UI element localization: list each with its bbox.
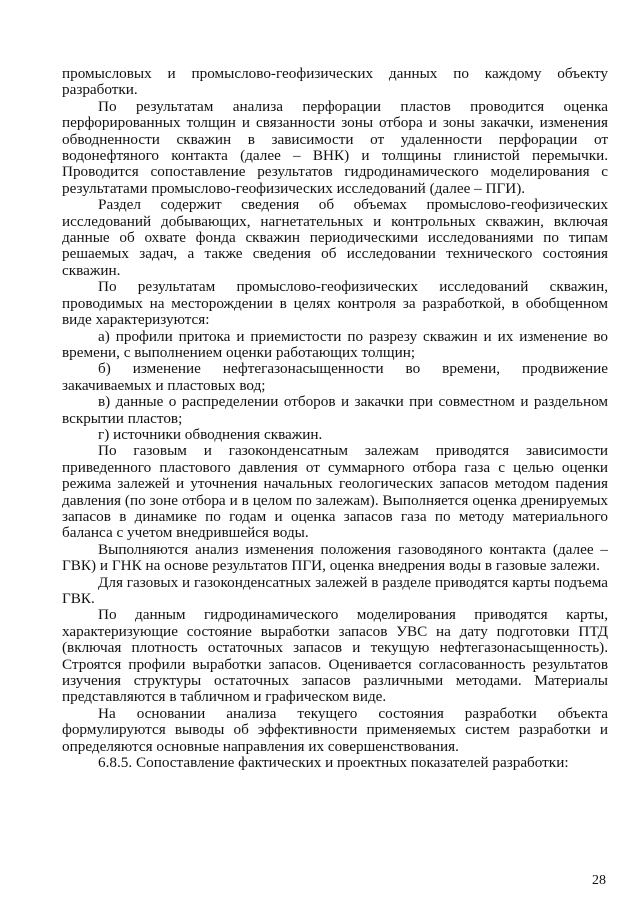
paragraph-pgi-results: По результатам промыслово-геофизических исследований скважин, проводимых на месторождении в целях контроля за разработкой, в обобщенном виде характеризуются: [62, 278, 608, 329]
paragraph-perforation-analysis: По результатам анализа перфорации пластов проводится оценка перфорированных толщин и связанности зоны отбора и зоны закачки, изменения обводненности скважин в зависимости от удаленности перфорации от водонефтяного контакта (далее – ВНК) и толщины глинистой перемычки. Проводится сопоставление результатов гидродинамического моделирования с результатами промыслово-геофизических исследований (далее – ПГИ). [62, 97, 608, 197]
paragraph-section-contents: Раздел содержит сведения об объемах промыслово-геофизических исследований добывающих, нагнетательных и контрольных скважин, включая данные об охвате фонда скважин периодическими исследованиями по типам решаемых задач, а также сведения об исследовании технического состояния скважин. [62, 196, 608, 279]
list-item-c: в) данные о распределении отборов и закачки при совместном и раздельном вскрытии пластов; [62, 393, 608, 427]
paragraph-gas-deposits: По газовым и газоконденсатным залежам приводятся зависимости приведенного пластового давления от суммарного отбора газа с целью оценки режима залежей и уточнения начальных геологических запасов методом падения давления (по зоне отбора и в целом по залежам). Выполняется оценка дренируемых запасов в динамике по годам и оценка запасов газа по методу материального баланса с учетом внедрившейся воды. [62, 442, 608, 542]
body-text [62, 66, 608, 771]
list-item-b: б) изменение нефтегазонасыщенности во времени, продвижение закачиваемых и пластовых вод; [62, 360, 608, 394]
paragraph-hydrodynamic-modeling: По данным гидродинамического моделирования приводятся карты, характеризующие состояние выработки запасов УВС на дату подготовки ПТД (включая плотность остаточных запасов и текущую нефтегазонасыщенность). Строятся профили выработки запасов. Оценивается согласованность результатов изучения структуры остаточных запасов различными методами. Материалы представляются в табличном и графическом виде. [62, 606, 608, 706]
paragraph-continuation: промысловых и промыслово-геофизических данных по каждому объекту разработки. [62, 65, 608, 99]
paragraph-gvk-analysis: Выполняются анализ изменения положения газоводяного контакта (далее – ГВК) и ГНК на основе результатов ПГИ, оценка внедрения воды в газовые залежи. [62, 540, 608, 575]
section-heading-6-8-5: 6.8.5. Сопоставление фактических и проектных показателей разработки: [98, 754, 569, 772]
list-item-a: а) профили притока и приемистости по разрезу скважин и их изменение во времени, с выполнением оценки работающих толщин; [62, 327, 608, 361]
paragraph-gvk-maps: Для газовых и газоконденсатных залежей в разделе приводятся карты подъема ГВК. [62, 573, 608, 607]
paragraph-conclusions: На основании анализа текущего состояния разработки объекта формулируются выводы об эффективности применяемых систем разработки и определяются основные направления их совершенствования. [62, 704, 608, 755]
list-item-d: г) источники обводнения скважин. [98, 425, 323, 443]
page-number: 28 [592, 873, 606, 888]
